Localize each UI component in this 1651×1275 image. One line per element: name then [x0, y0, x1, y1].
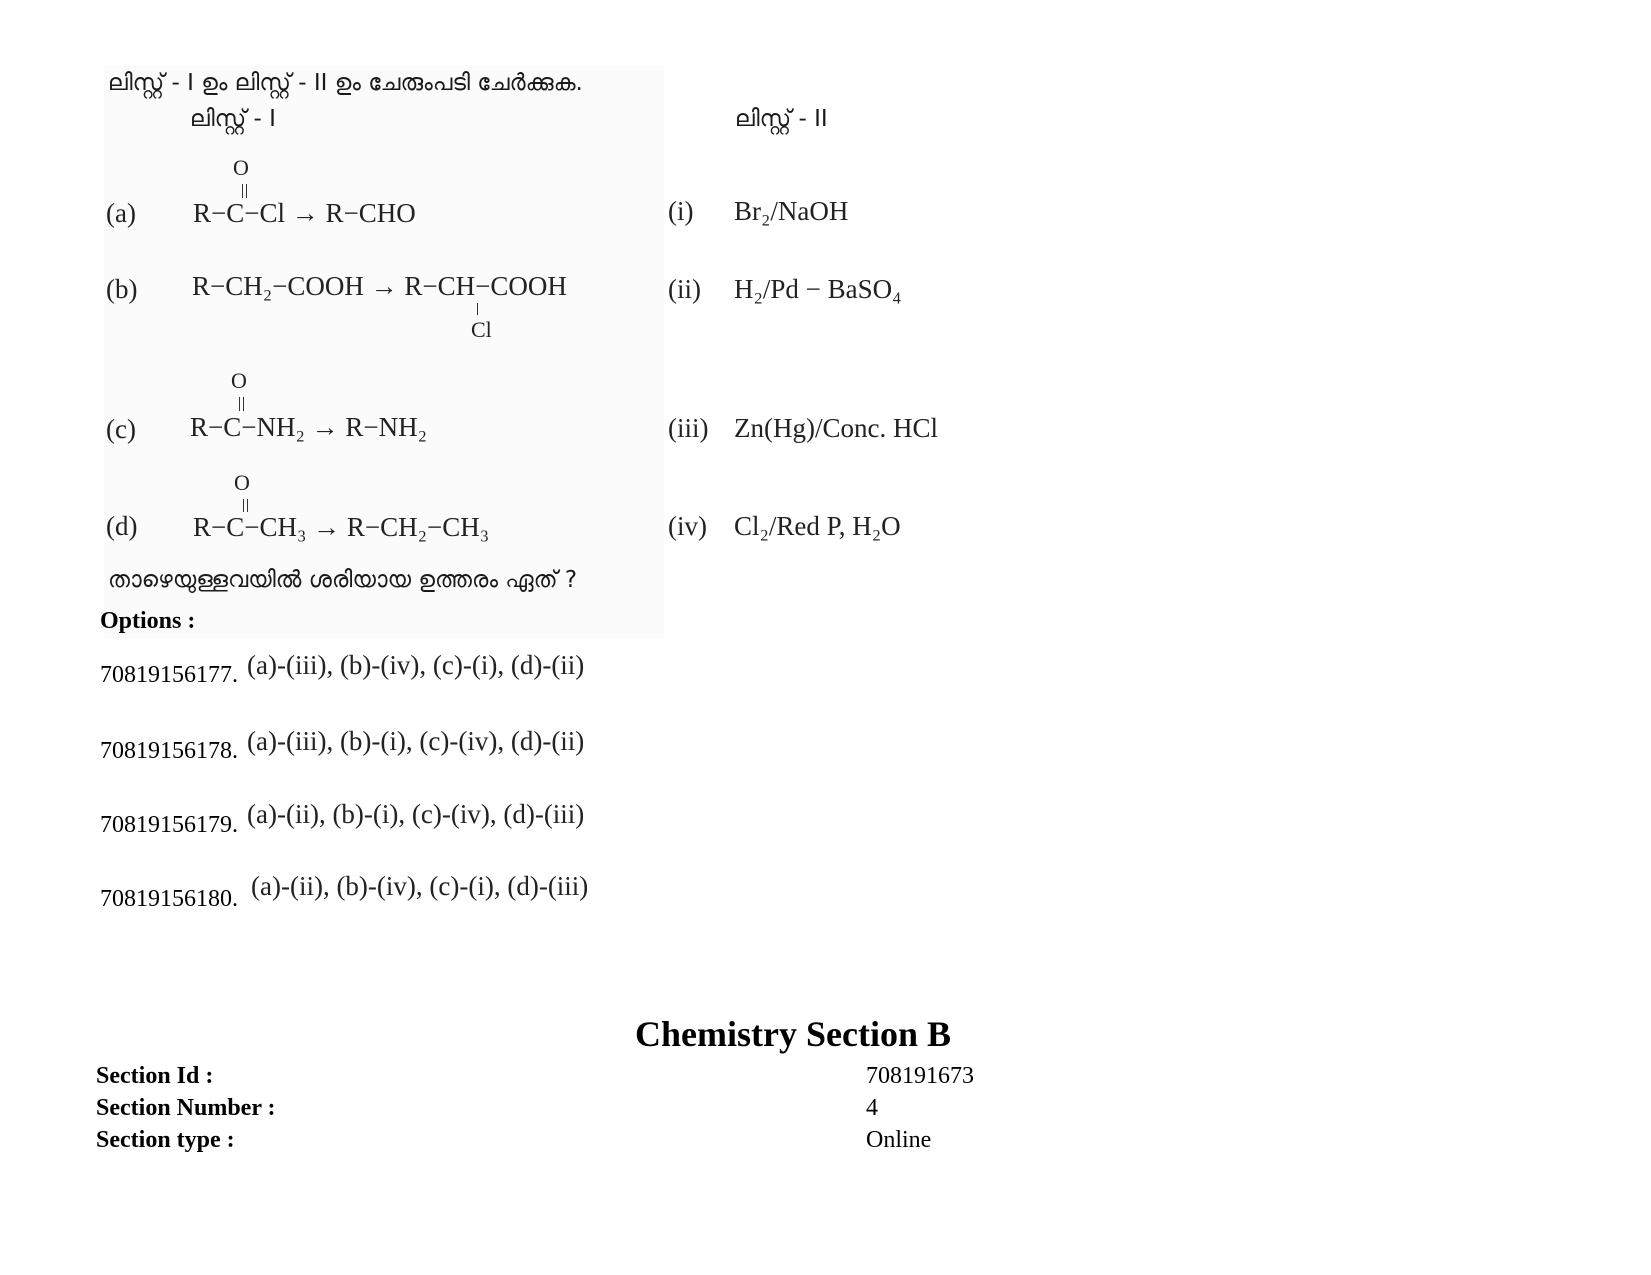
section-id-label: Section Id :: [96, 1063, 214, 1089]
section-number-value: 4: [866, 1095, 878, 1121]
double-bond-c-2: [243, 397, 244, 411]
option-id-1: 70819156177.: [100, 662, 238, 688]
question-prompt: താഴെയുള്ളവയിൽ ശരിയായ ഉത്തരം ഏത് ?: [108, 567, 578, 593]
section-title: Chemistry Section B: [635, 1014, 951, 1054]
list1-header: ലിസ്റ്റ് - I: [190, 106, 276, 132]
list2-header: ലിസ്റ്റ് - II: [735, 106, 828, 132]
list1-a-top-atom: O: [233, 155, 249, 180]
list2-label-iv: (iv): [668, 511, 707, 541]
option-id-3: 70819156179.: [100, 812, 238, 838]
list2-ii-reagent: H₂/Pd − BaSO₄: [734, 274, 902, 304]
option-text-3[interactable]: (a)-(ii), (b)-(i), (c)-(iv), (d)-(iii): [247, 799, 585, 829]
option-text-4[interactable]: (a)-(ii), (b)-(iv), (c)-(i), (d)-(iii): [251, 871, 589, 901]
list1-c-top-atom: O: [231, 368, 247, 393]
option-text-2[interactable]: (a)-(iii), (b)-(i), (c)-(iv), (d)-(ii): [247, 726, 585, 756]
list1-d-formula: R−C−CH₃ → R−CH₂−CH₃: [193, 512, 490, 542]
options-heading: Options :: [100, 608, 196, 634]
list2-label-ii: (ii): [668, 274, 701, 304]
option-id-4: 70819156180.: [100, 886, 238, 912]
single-bond-b: [477, 303, 478, 315]
list2-iii-reagent: Zn(Hg)/Conc. HCl: [734, 413, 938, 443]
question-image: [104, 66, 664, 638]
list1-label-d: (d): [106, 511, 138, 541]
list1-a-formula: R−C−Cl → R−CHO: [193, 198, 416, 228]
list1-b-formula: R−CH₂−COOH → R−CH−COOH: [192, 271, 567, 301]
section-id-value: 708191673: [866, 1063, 974, 1089]
list1-label-a: (a): [106, 198, 136, 228]
list1-label-c: (c): [106, 414, 136, 444]
double-bond-a-2: [246, 184, 247, 198]
list1-label-b: (b): [106, 274, 138, 304]
option-text-1[interactable]: (a)-(iii), (b)-(iv), (c)-(i), (d)-(ii): [247, 650, 585, 680]
double-bond-a: [242, 184, 243, 198]
section-type-label: Section type :: [96, 1127, 235, 1153]
question-instruction: ലിസ്റ്റ് - I ഉം ലിസ്റ്റ് - II ഉം ചേരുംപടി ചേർക്കുക.: [108, 70, 583, 96]
list2-label-iii: (iii): [668, 413, 709, 443]
section-type-value: Online: [866, 1127, 932, 1153]
list2-label-i: (i): [668, 196, 694, 226]
section-number-label: Section Number :: [96, 1095, 276, 1121]
option-id-2: 70819156178.: [100, 738, 238, 764]
list1-c-formula: R−C−NH₂ → R−NH₂: [190, 412, 428, 442]
list2-iv-reagent: Cl₂/Red P, H₂O: [734, 511, 901, 541]
list2-i-reagent: Br₂/NaOH: [734, 196, 849, 226]
list1-d-top-atom: O: [234, 470, 250, 495]
double-bond-d: [243, 499, 244, 512]
double-bond-d-2: [247, 499, 248, 512]
list1-b-bottom-atom: Cl: [471, 317, 492, 342]
double-bond-c: [239, 397, 240, 411]
